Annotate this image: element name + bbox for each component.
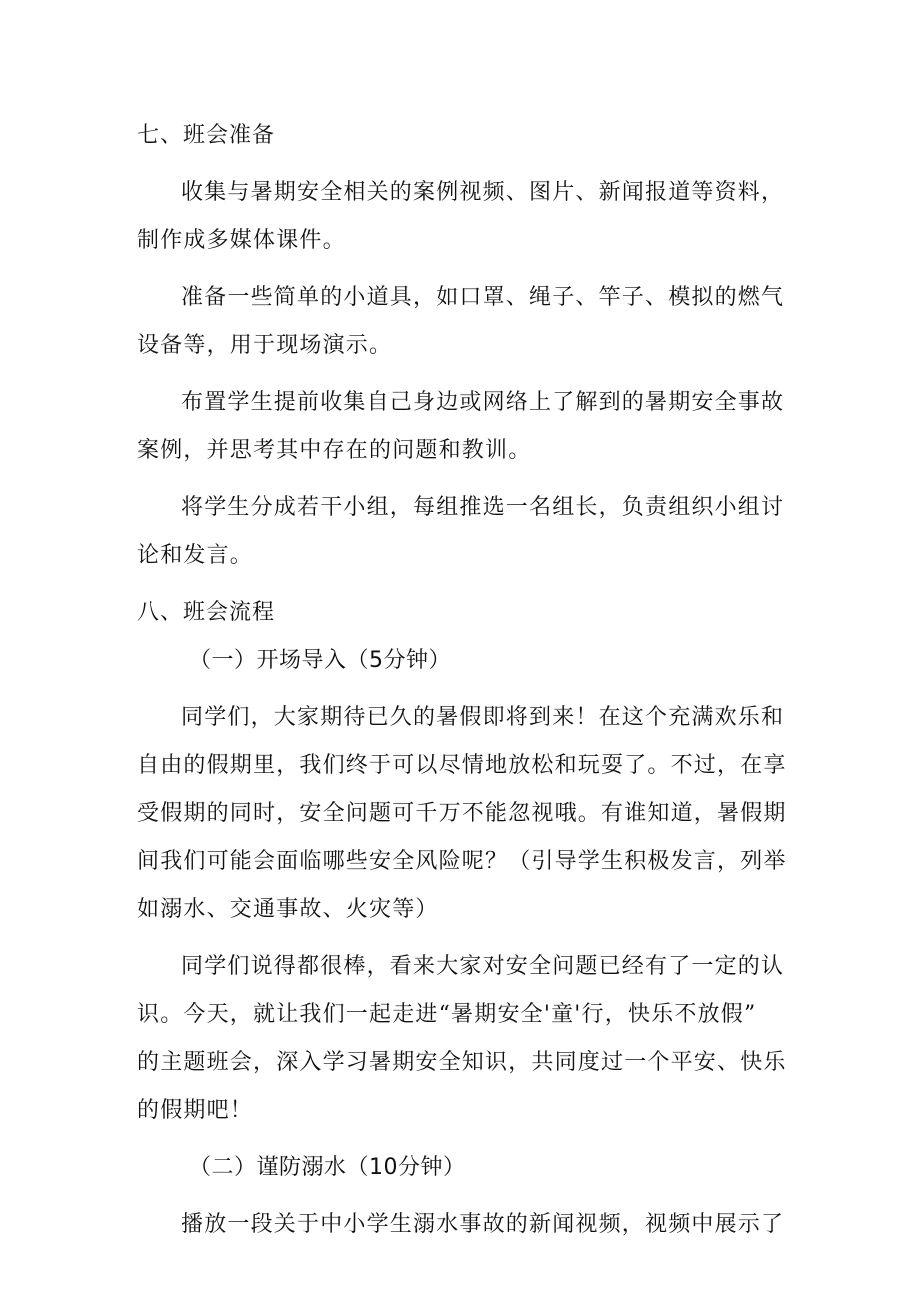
paragraph-line: 设备等，用于现场演示。 (137, 333, 393, 358)
paragraph-line: 如溺水、交通事故、火灾等） (137, 897, 439, 922)
section-heading-process: 八、班会流程 (137, 600, 276, 625)
paragraph-line: 制作成多媒体课件。 (137, 228, 346, 253)
paragraph-line: 间我们可能会面临哪些安全风险呢？（引导学生积极发言，列举 (137, 849, 787, 874)
document-page (137, 112, 787, 1249)
section-heading-preparation: 七、班会准备 (137, 123, 276, 148)
paragraph-line: 同学们，大家期待已久的暑假即将到来！在这个充满欢乐和 (181, 705, 785, 730)
paragraph-line: 将学生分成若干小组，每组推选一名组长，负责组织小组讨 (181, 495, 785, 520)
subsection-heading-opening: （一）开场导入（5分钟） (189, 648, 451, 673)
paragraph-line: 受假期的同时，安全问题可千万不能忽视哦。有谁知道，暑假期 (137, 801, 787, 826)
paragraph-line: 播放一段关于中小学生溺水事故的新闻视频，视频中展示了 (181, 1212, 785, 1237)
paragraph-line: 自由的假期里，我们终于可以尽情地放松和玩耍了。不过，在享 (137, 753, 787, 778)
paragraph-line: 收集与暑期安全相关的案例视频、图片、新闻报道等资料， (181, 180, 785, 205)
paragraph-line: 识。今天，就让我们一起走进“暑期安全'童'行，快乐不放假” (137, 1002, 757, 1027)
subsection-heading-drowning: （二）谨防溺水（10分钟） (189, 1155, 466, 1180)
paragraph-line: 的假期吧！ (137, 1098, 254, 1123)
paragraph-line: 同学们说得都很棒，看来大家对安全问题已经有了一定的认 (181, 954, 785, 979)
paragraph-line: 论和发言。 (137, 543, 254, 568)
paragraph-line: 的主题班会，深入学习暑期安全知识，共同度过一个平安、快乐 (137, 1050, 787, 1075)
paragraph-line: 案例，并思考其中存在的问题和教训。 (137, 438, 532, 463)
paragraph-line: 准备一些简单的小道具，如口罩、绳子、竿子、模拟的燃气 (181, 285, 785, 310)
paragraph-line: 布置学生提前收集自己身边或网络上了解到的暑期安全事故 (181, 390, 785, 415)
